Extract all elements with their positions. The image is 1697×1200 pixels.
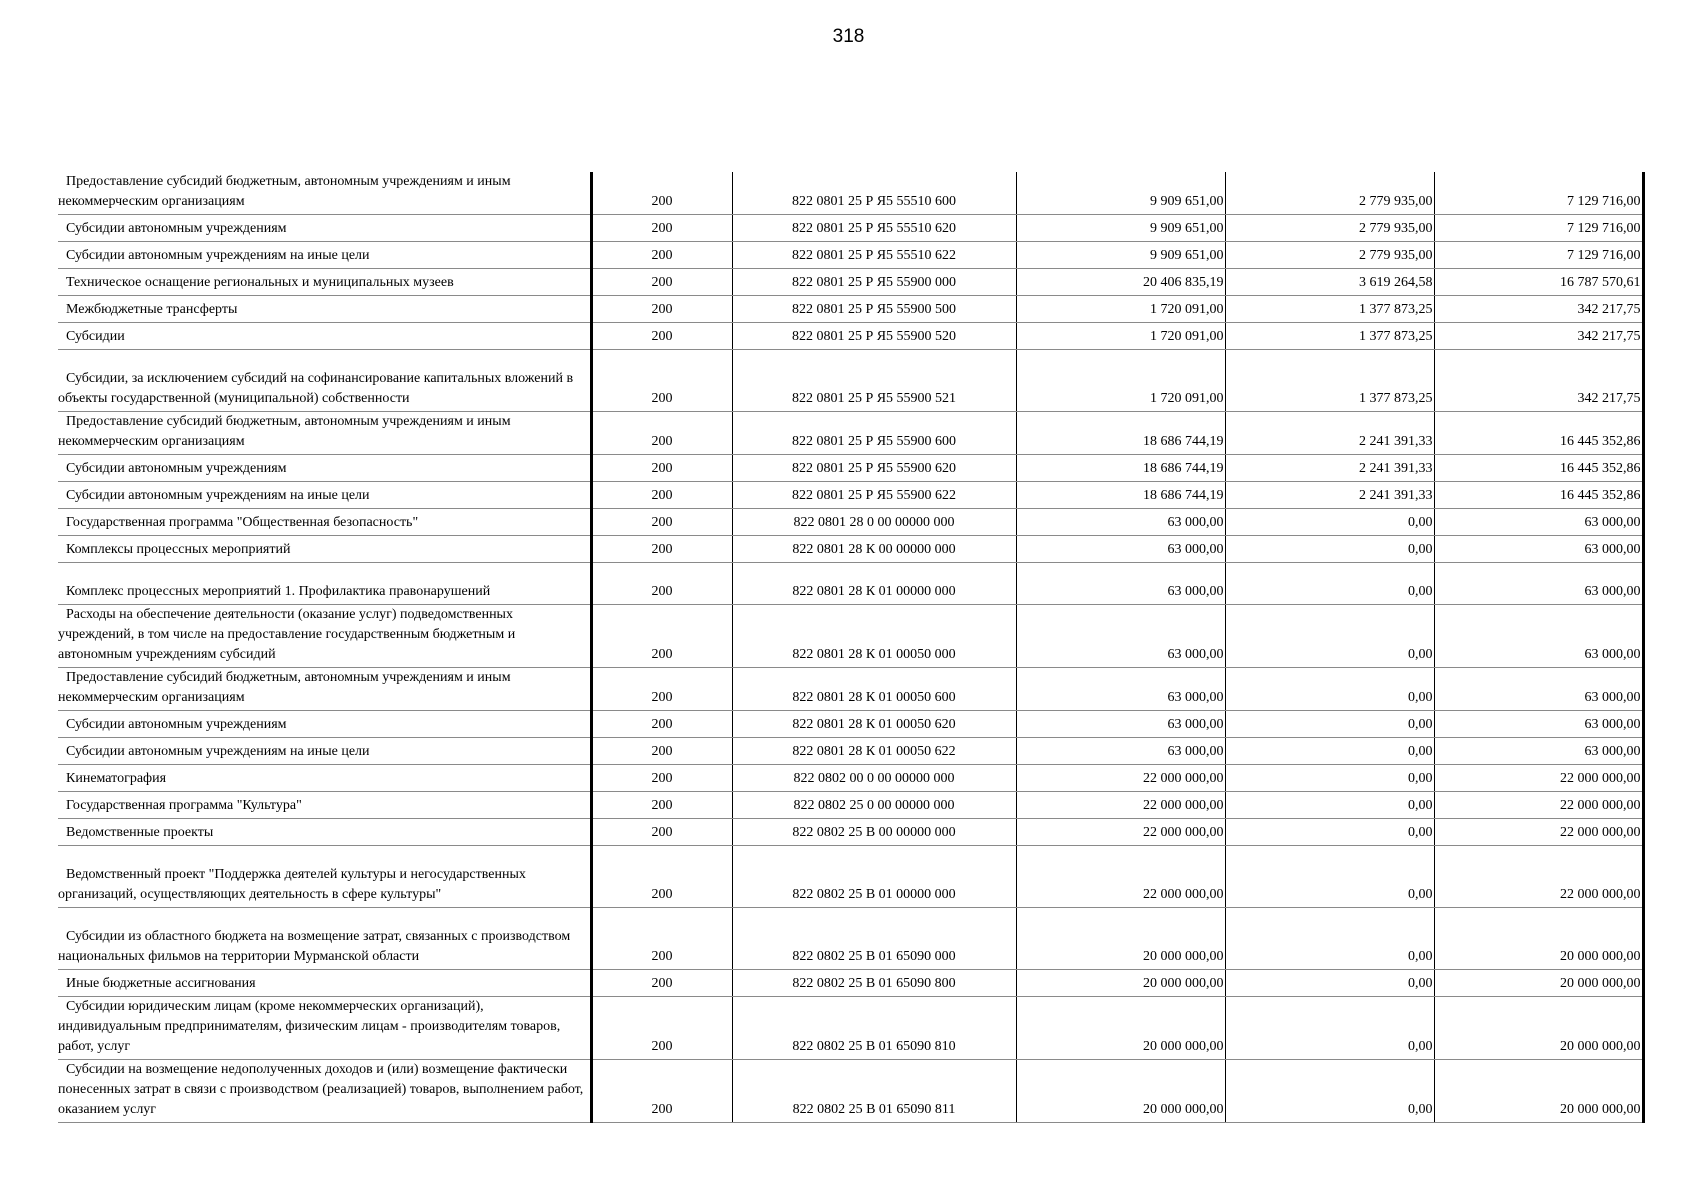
row-name-text: Государственная программа "Общественная безопасность" (66, 515, 419, 530)
row-value-2: 2 779 935,00 (1225, 215, 1434, 242)
row-value-1: 18 686 744,19 (1016, 412, 1225, 455)
row-col-200: 200 (591, 846, 732, 908)
row-budget-code: 822 0802 25 В 00 00000 000 (732, 819, 1016, 846)
row-col-200: 200 (591, 908, 732, 970)
row-value-2: 2 241 391,33 (1225, 455, 1434, 482)
row-name (58, 792, 591, 819)
row-value-1: 63 000,00 (1016, 536, 1225, 563)
row-value-2: 0,00 (1225, 738, 1434, 765)
row-value-3: 20 000 000,00 (1434, 908, 1643, 970)
row-value-3: 20 000 000,00 (1434, 1060, 1643, 1123)
row-value-1: 1 720 091,00 (1016, 350, 1225, 412)
row-value-1: 20 406 835,19 (1016, 269, 1225, 296)
row-name-text: Предоставление субсидий бюджетным, автономным учреждениям и иным некоммерческим организациям (58, 174, 511, 209)
table-row (58, 509, 1643, 536)
table-row (58, 536, 1643, 563)
row-budget-code: 822 0801 25 Р Я5 55900 000 (732, 269, 1016, 296)
row-budget-code: 822 0801 28 К 01 00050 622 (732, 738, 1016, 765)
row-col-200: 200 (591, 765, 732, 792)
row-value-1: 9 909 651,00 (1016, 242, 1225, 269)
row-value-1: 63 000,00 (1016, 509, 1225, 536)
table-row (58, 738, 1643, 765)
row-value-2: 2 241 391,33 (1225, 412, 1434, 455)
row-value-2: 3 619 264,58 (1225, 269, 1434, 296)
row-name-text: Субсидии автономным учреждениям на иные цели (66, 248, 370, 263)
row-name (58, 997, 591, 1060)
row-value-3: 63 000,00 (1434, 668, 1643, 711)
row-name (58, 605, 591, 668)
row-col-200: 200 (591, 269, 732, 296)
row-value-2: 0,00 (1225, 908, 1434, 970)
row-value-1: 20 000 000,00 (1016, 1060, 1225, 1123)
row-name (58, 563, 591, 605)
row-value-3: 63 000,00 (1434, 536, 1643, 563)
row-value-2: 0,00 (1225, 605, 1434, 668)
row-name (58, 350, 591, 412)
row-value-1: 22 000 000,00 (1016, 765, 1225, 792)
table-row (58, 350, 1643, 412)
row-value-1: 20 000 000,00 (1016, 970, 1225, 997)
row-name-text: Субсидии из областного бюджета на возмещение затрат, связанных с производством национальных фильмов на территории Мурманской области (58, 929, 571, 964)
row-value-3: 63 000,00 (1434, 711, 1643, 738)
row-name-text: Ведомственные проекты (66, 825, 214, 840)
row-name (58, 269, 591, 296)
row-value-1: 63 000,00 (1016, 605, 1225, 668)
row-col-200: 200 (591, 819, 732, 846)
row-value-1: 18 686 744,19 (1016, 482, 1225, 509)
table-row (58, 908, 1643, 970)
row-value-3: 16 445 352,86 (1434, 482, 1643, 509)
row-budget-code: 822 0801 28 К 01 00050 600 (732, 668, 1016, 711)
row-value-1: 9 909 651,00 (1016, 215, 1225, 242)
row-name (58, 970, 591, 997)
row-value-3: 7 129 716,00 (1434, 172, 1643, 215)
row-value-1: 63 000,00 (1016, 738, 1225, 765)
row-col-200: 200 (591, 296, 732, 323)
row-value-3: 7 129 716,00 (1434, 242, 1643, 269)
row-value-1: 1 720 091,00 (1016, 296, 1225, 323)
row-value-3: 22 000 000,00 (1434, 765, 1643, 792)
table-row (58, 846, 1643, 908)
table-row (58, 970, 1643, 997)
row-value-1: 22 000 000,00 (1016, 846, 1225, 908)
row-value-2: 1 377 873,25 (1225, 296, 1434, 323)
row-name-text: Предоставление субсидий бюджетным, автономным учреждениям и иным некоммерческим организациям (58, 670, 511, 705)
row-value-2: 0,00 (1225, 1060, 1434, 1123)
row-name (58, 1060, 591, 1123)
row-value-3: 16 445 352,86 (1434, 455, 1643, 482)
row-value-1: 22 000 000,00 (1016, 819, 1225, 846)
row-name (58, 765, 591, 792)
page-number: 318 (832, 26, 865, 47)
row-col-200: 200 (591, 172, 732, 215)
row-value-1: 18 686 744,19 (1016, 455, 1225, 482)
row-budget-code: 822 0802 25 В 01 00000 000 (732, 846, 1016, 908)
row-value-3: 63 000,00 (1434, 738, 1643, 765)
table-row (58, 296, 1643, 323)
row-col-200: 200 (591, 970, 732, 997)
row-col-200: 200 (591, 997, 732, 1060)
row-value-2: 0,00 (1225, 536, 1434, 563)
row-col-200: 200 (591, 563, 732, 605)
row-col-200: 200 (591, 215, 732, 242)
row-name (58, 215, 591, 242)
row-name-text: Субсидии юридическим лицам (кроме некоммерческих организаций), индивидуальным предпринимателям, физическим лицам - производителям товаров, работ, услуг (58, 999, 561, 1054)
row-col-200: 200 (591, 711, 732, 738)
row-name-text: Техническое оснащение региональных и муниципальных музеев (66, 275, 454, 290)
row-value-2: 0,00 (1225, 563, 1434, 605)
row-name-text: Субсидии автономным учреждениям (66, 461, 287, 476)
table-row (58, 455, 1643, 482)
budget-table-body (58, 172, 1643, 1123)
row-name (58, 738, 591, 765)
row-name-text: Межбюджетные трансферты (66, 302, 238, 317)
row-name (58, 668, 591, 711)
row-value-3: 20 000 000,00 (1434, 970, 1643, 997)
table-row (58, 1060, 1643, 1123)
row-col-200: 200 (591, 242, 732, 269)
row-budget-code: 822 0801 28 0 00 00000 000 (732, 509, 1016, 536)
row-value-2: 0,00 (1225, 509, 1434, 536)
row-budget-code: 822 0802 25 В 01 65090 000 (732, 908, 1016, 970)
row-value-3: 22 000 000,00 (1434, 846, 1643, 908)
table-row (58, 215, 1643, 242)
row-col-200: 200 (591, 412, 732, 455)
table-row (58, 482, 1643, 509)
row-name (58, 412, 591, 455)
row-name-text: Иные бюджетные ассигнования (66, 976, 256, 991)
budget-table (58, 172, 1645, 1123)
row-budget-code: 822 0801 28 К 01 00050 620 (732, 711, 1016, 738)
row-name-text: Субсидии автономным учреждениям на иные цели (66, 744, 370, 759)
row-name-text: Субсидии автономным учреждениям (66, 221, 287, 236)
row-budget-code: 822 0801 25 Р Я5 55900 600 (732, 412, 1016, 455)
row-name-text: Субсидии автономным учреждениям (66, 717, 287, 732)
row-name (58, 536, 591, 563)
row-budget-code: 822 0801 25 Р Я5 55510 600 (732, 172, 1016, 215)
row-value-1: 20 000 000,00 (1016, 997, 1225, 1060)
row-name-text: Кинематография (66, 771, 167, 786)
row-name-text: Расходы на обеспечение деятельности (оказание услуг) подведомственных учреждений, в том числе на предоставление государственным бюджетным и автономным учреждениям субсидий (58, 607, 516, 662)
row-name-text: Субсидии (66, 329, 125, 344)
row-col-200: 200 (591, 668, 732, 711)
row-col-200: 200 (591, 509, 732, 536)
table-row (58, 412, 1643, 455)
row-value-3: 16 787 570,61 (1434, 269, 1643, 296)
row-value-3: 22 000 000,00 (1434, 792, 1643, 819)
row-name (58, 455, 591, 482)
row-value-2: 0,00 (1225, 668, 1434, 711)
row-budget-code: 822 0802 25 В 01 65090 800 (732, 970, 1016, 997)
row-name (58, 819, 591, 846)
table-row (58, 792, 1643, 819)
table-row (58, 819, 1643, 846)
row-value-1: 63 000,00 (1016, 668, 1225, 711)
row-value-2: 1 377 873,25 (1225, 323, 1434, 350)
row-value-1: 1 720 091,00 (1016, 323, 1225, 350)
row-value-2: 0,00 (1225, 819, 1434, 846)
row-budget-code: 822 0801 25 Р Я5 55900 500 (732, 296, 1016, 323)
row-budget-code: 822 0802 00 0 00 00000 000 (732, 765, 1016, 792)
row-col-200: 200 (591, 738, 732, 765)
row-name (58, 296, 591, 323)
row-budget-code: 822 0802 25 0 00 00000 000 (732, 792, 1016, 819)
row-name-text: Предоставление субсидий бюджетным, автономным учреждениям и иным некоммерческим организациям (58, 414, 511, 449)
row-value-3: 63 000,00 (1434, 509, 1643, 536)
table-row (58, 997, 1643, 1060)
row-name-text: Субсидии автономным учреждениям на иные цели (66, 488, 370, 503)
row-value-3: 7 129 716,00 (1434, 215, 1643, 242)
row-budget-code: 822 0801 28 К 01 00050 000 (732, 605, 1016, 668)
row-value-1: 20 000 000,00 (1016, 908, 1225, 970)
row-col-200: 200 (591, 350, 732, 412)
row-budget-code: 822 0801 25 Р Я5 55900 622 (732, 482, 1016, 509)
row-name (58, 482, 591, 509)
row-col-200: 200 (591, 1060, 732, 1123)
row-budget-code: 822 0801 25 Р Я5 55900 521 (732, 350, 1016, 412)
row-name (58, 323, 591, 350)
table-row (58, 323, 1643, 350)
row-value-3: 342 217,75 (1434, 323, 1643, 350)
row-name (58, 172, 591, 215)
row-value-3: 20 000 000,00 (1434, 997, 1643, 1060)
row-col-200: 200 (591, 482, 732, 509)
row-budget-code: 822 0801 28 К 01 00000 000 (732, 563, 1016, 605)
row-value-2: 0,00 (1225, 792, 1434, 819)
table-row (58, 242, 1643, 269)
row-name-text: Комплексы процессных мероприятий (66, 542, 291, 557)
row-col-200: 200 (591, 792, 732, 819)
row-value-2: 2 241 391,33 (1225, 482, 1434, 509)
row-budget-code: 822 0801 25 Р Я5 55900 620 (732, 455, 1016, 482)
table-row (58, 269, 1643, 296)
row-value-3: 16 445 352,86 (1434, 412, 1643, 455)
row-value-2: 2 779 935,00 (1225, 172, 1434, 215)
row-budget-code: 822 0801 25 Р Я5 55510 622 (732, 242, 1016, 269)
row-value-2: 2 779 935,00 (1225, 242, 1434, 269)
row-budget-code: 822 0801 28 К 00 00000 000 (732, 536, 1016, 563)
row-name (58, 711, 591, 738)
row-value-1: 63 000,00 (1016, 711, 1225, 738)
row-value-3: 342 217,75 (1434, 296, 1643, 323)
table-row (58, 605, 1643, 668)
row-value-3: 63 000,00 (1434, 563, 1643, 605)
row-col-200: 200 (591, 323, 732, 350)
row-name-text: Субсидии, за исключением субсидий на софинансирование капитальных вложений в объекты государственной (муниципальной) собственности (58, 371, 574, 406)
row-value-2: 0,00 (1225, 846, 1434, 908)
row-value-2: 0,00 (1225, 997, 1434, 1060)
row-name (58, 242, 591, 269)
table-row (58, 563, 1643, 605)
row-value-1: 9 909 651,00 (1016, 172, 1225, 215)
row-budget-code: 822 0801 25 Р Я5 55900 520 (732, 323, 1016, 350)
row-name (58, 509, 591, 536)
row-value-3: 63 000,00 (1434, 605, 1643, 668)
row-budget-code: 822 0801 25 Р Я5 55510 620 (732, 215, 1016, 242)
row-name (58, 846, 591, 908)
row-budget-code: 822 0802 25 В 01 65090 810 (732, 997, 1016, 1060)
row-value-2: 1 377 873,25 (1225, 350, 1434, 412)
table-row (58, 668, 1643, 711)
table-row (58, 765, 1643, 792)
row-name-text: Ведомственный проект "Поддержка деятелей культуры и негосударственных организаций, осуществляющих деятельность в сфере культуры" (58, 867, 526, 902)
row-col-200: 200 (591, 455, 732, 482)
row-value-2: 0,00 (1225, 765, 1434, 792)
row-value-1: 22 000 000,00 (1016, 792, 1225, 819)
row-value-2: 0,00 (1225, 711, 1434, 738)
row-name-text: Субсидии на возмещение недополученных доходов и (или) возмещение фактически понесенных затрат в связи с производством (реализацией) товаров, выполнением работ, оказанием услуг (58, 1062, 584, 1117)
row-col-200: 200 (591, 605, 732, 668)
table-row (58, 711, 1643, 738)
row-value-1: 63 000,00 (1016, 563, 1225, 605)
row-name (58, 908, 591, 970)
row-value-3: 22 000 000,00 (1434, 819, 1643, 846)
row-value-3: 342 217,75 (1434, 350, 1643, 412)
row-name-text: Комплекс процессных мероприятий 1. Профилактика правонарушений (66, 584, 491, 599)
table-row (58, 172, 1643, 215)
row-col-200: 200 (591, 536, 732, 563)
row-value-2: 0,00 (1225, 970, 1434, 997)
row-name-text: Государственная программа "Культура" (66, 798, 302, 813)
row-budget-code: 822 0802 25 В 01 65090 811 (732, 1060, 1016, 1123)
budget-table-container (58, 172, 1643, 1123)
